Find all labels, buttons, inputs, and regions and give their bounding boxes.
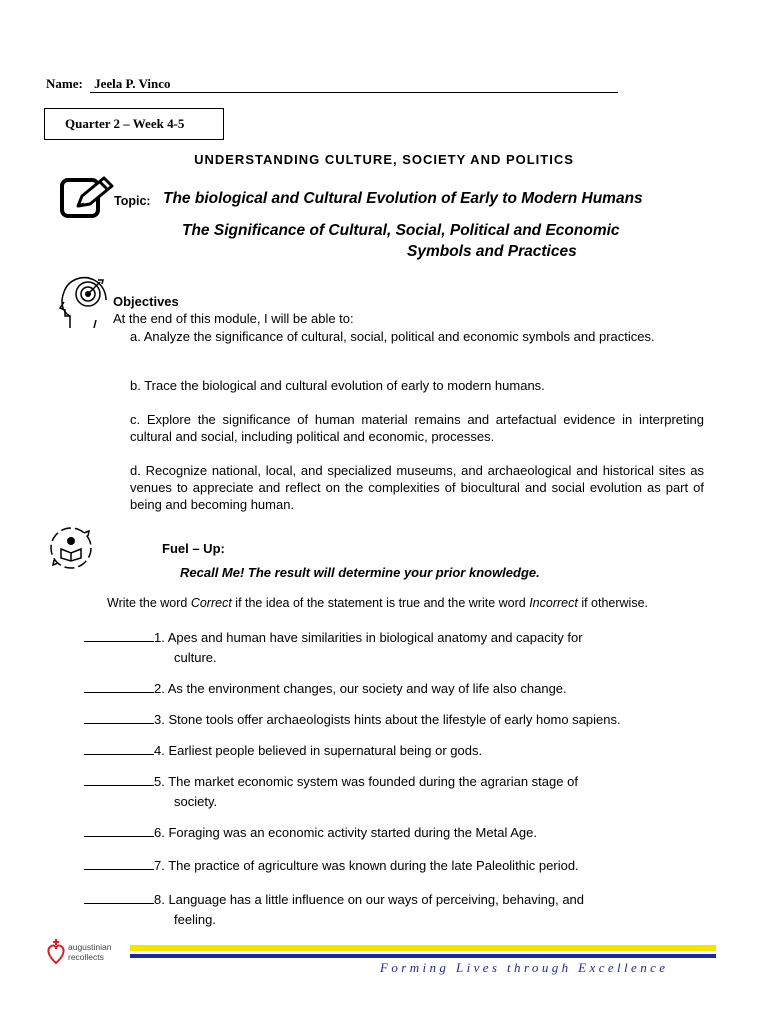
list-item: 4. Earliest people believed in supernatural being or gods. — [84, 740, 724, 761]
topic-title-line3: Symbols and Practices — [407, 243, 577, 260]
list-item: 8. Language has a little influence on our ways of perceiving, behaving, and feeling. — [84, 889, 724, 930]
fuel-up-heading: Fuel – Up: — [162, 541, 225, 556]
objectives-intro: At the end of this module, I will be able to: — [113, 311, 354, 326]
answer-blank[interactable] — [84, 709, 154, 724]
topic-title-line2: The Significance of Cultural, Social, Political and Economic — [182, 222, 620, 239]
answer-blank[interactable] — [84, 678, 154, 693]
footer-bar-blue — [130, 954, 716, 958]
topic-label: Topic: — [114, 194, 151, 208]
objective-item: a. Analyze the significance of cultural, social, political and economic symbols and practices. — [130, 329, 655, 344]
reading-person-icon — [48, 525, 94, 571]
footer-logo — [46, 937, 126, 967]
name-row — [46, 76, 618, 93]
page-title: UNDERSTANDING CULTURE, SOCIETY AND POLITICS — [194, 152, 574, 167]
list-item: 3. Stone tools offer archaeologists hints about the lifestyle of early homo sapiens. — [84, 709, 724, 730]
target-head-icon — [56, 272, 116, 332]
answer-blank[interactable] — [84, 627, 154, 642]
list-item: 1. Apes and human have similarities in biological anatomy and capacity for culture. — [84, 627, 724, 668]
list-item: 7. The practice of agriculture was known during the late Paleolithic period. — [84, 855, 724, 876]
answer-blank[interactable] — [84, 740, 154, 755]
answer-blank[interactable] — [84, 889, 154, 904]
list-item: 5. The market economic system was founded during the agrarian stage of society. — [84, 771, 724, 812]
heart-logo-icon — [48, 939, 63, 963]
instructions: Write the word Correct if the idea of the statement is true and the write word Incorrect if otherwise. — [107, 596, 649, 610]
objectives-heading: Objectives — [113, 294, 179, 309]
answer-blank[interactable] — [84, 822, 154, 837]
answer-blank[interactable] — [84, 771, 154, 786]
svg-text:recollects: recollects — [68, 952, 104, 962]
pencil-icon — [60, 176, 114, 220]
footer-bar-yellow — [130, 945, 716, 951]
objective-item: c. Explore the significance of human material remains and artefactual evidence in interpreting cultural and social, including political and economic, processes. — [130, 412, 704, 444]
objective-item: b. Trace the biological and cultural evolution of early to modern humans. — [130, 378, 545, 393]
topic-title-line1: The biological and Cultural Evolution of Early to Modern Humans — [163, 190, 643, 207]
name-label: Name: — [46, 76, 83, 91]
recall-subheading: Recall Me! The result will determine your prior knowledge. — [180, 565, 540, 580]
svg-text:augustinian: augustinian — [68, 942, 112, 952]
objective-item: d. Recognize national, local, and specialized museums, and archaeological and historical sites as venues to appreciate and reflect on the complexities of biocultural and social evolution as part of being and becoming human. — [130, 463, 704, 512]
name-value: Jeela P. Vinco — [90, 76, 618, 93]
list-item: 2. As the environment changes, our society and way of life also change. — [84, 678, 724, 699]
quarter-box: Quarter 2 – Week 4-5 — [44, 108, 224, 140]
answer-blank[interactable] — [84, 855, 154, 870]
list-item: 6. Foraging was an economic activity started during the Metal Age. — [84, 822, 724, 843]
footer-motto: Forming Lives through Excellence — [380, 960, 669, 975]
